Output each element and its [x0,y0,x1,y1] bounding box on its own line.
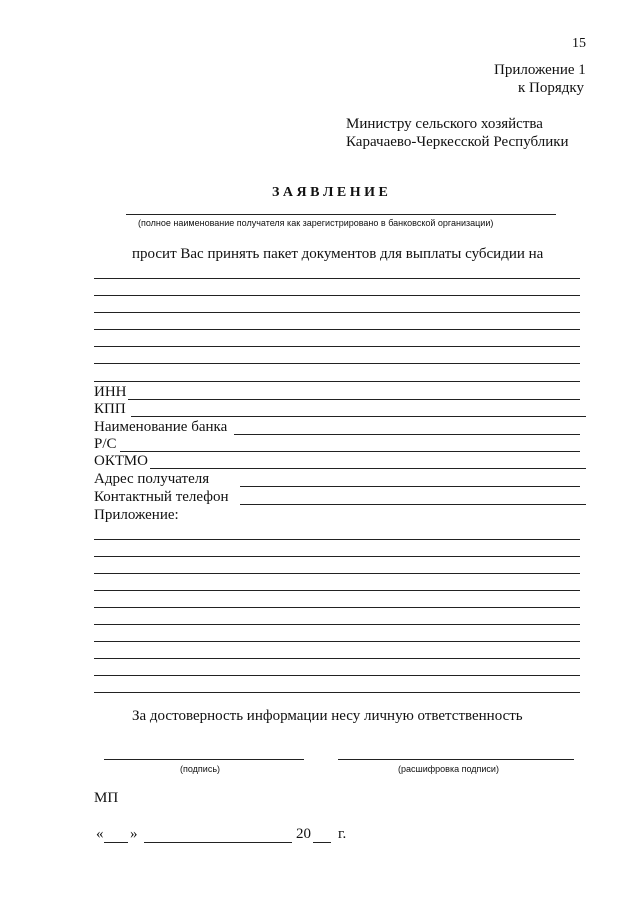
inn-label: ИНН [94,384,127,400]
phone-label: Контактный телефон [94,489,229,505]
date-open-quote: « [96,826,104,842]
appendix-line-2: к Порядку [518,80,584,96]
inn-input-line[interactable] [128,399,580,400]
stamp-label: МП [94,790,119,806]
signature-decode-line[interactable] [338,759,574,760]
attachment-label: Приложение: [94,507,179,523]
date-year-prefix: 20 [296,826,311,842]
attachment-line[interactable] [94,641,580,642]
purpose-line[interactable] [94,278,580,279]
date-day-line[interactable] [104,842,128,843]
attachment-line[interactable] [94,590,580,591]
purpose-line[interactable] [94,329,580,330]
attachment-line[interactable] [94,573,580,574]
attachment-line[interactable] [94,607,580,608]
date-month-line[interactable] [144,842,292,843]
oktmo-input-line[interactable] [150,468,586,469]
purpose-line[interactable] [94,295,580,296]
signature-hint: (подпись) [180,764,221,774]
attachment-line[interactable] [94,539,580,540]
address-input-line[interactable] [240,486,580,487]
date-year-line[interactable] [313,842,331,843]
attachment-line[interactable] [94,556,580,557]
kpp-label: КПП [94,401,126,417]
bank-label: Наименование банка [94,419,228,435]
request-text: просит Вас принять пакет документов для выплаты субсидии на [132,246,544,262]
addressee-line-1: Министру сельского хозяйства [346,116,543,132]
oktmo-label: ОКТМО [94,453,148,469]
attachment-line[interactable] [94,624,580,625]
addressee-line-2: Карачаево-Черкесской Республики [346,134,569,150]
signature-decode-hint: (расшифровка подписи) [398,764,499,774]
address-label: Адрес получателя [94,471,210,487]
purpose-line[interactable] [94,363,580,364]
recipient-hint: (полное наименование получателя как зарегистрировано в банковской организации) [138,218,494,228]
purpose-line[interactable] [94,381,580,382]
appendix-line-1: Приложение 1 [494,62,586,78]
attachment-line[interactable] [94,658,580,659]
bank-input-line[interactable] [234,434,580,435]
purpose-line[interactable] [94,346,580,347]
account-input-line[interactable] [120,451,580,452]
responsibility-statement: За достоверность информации несу личную ответственность [132,708,523,724]
kpp-input-line[interactable] [131,416,586,417]
signature-line[interactable] [104,759,304,760]
phone-input-line[interactable] [240,504,586,505]
recipient-name-line[interactable] [126,214,556,215]
date-year-suffix: г. [338,826,347,842]
attachment-line[interactable] [94,692,580,693]
account-label: Р/С [94,436,117,452]
purpose-line[interactable] [94,312,580,313]
date-close-quote: » [130,826,138,842]
attachment-line[interactable] [94,675,580,676]
page-number: 15 [572,36,586,51]
document-title: З А Я В Л Е Н И Е [272,185,388,200]
